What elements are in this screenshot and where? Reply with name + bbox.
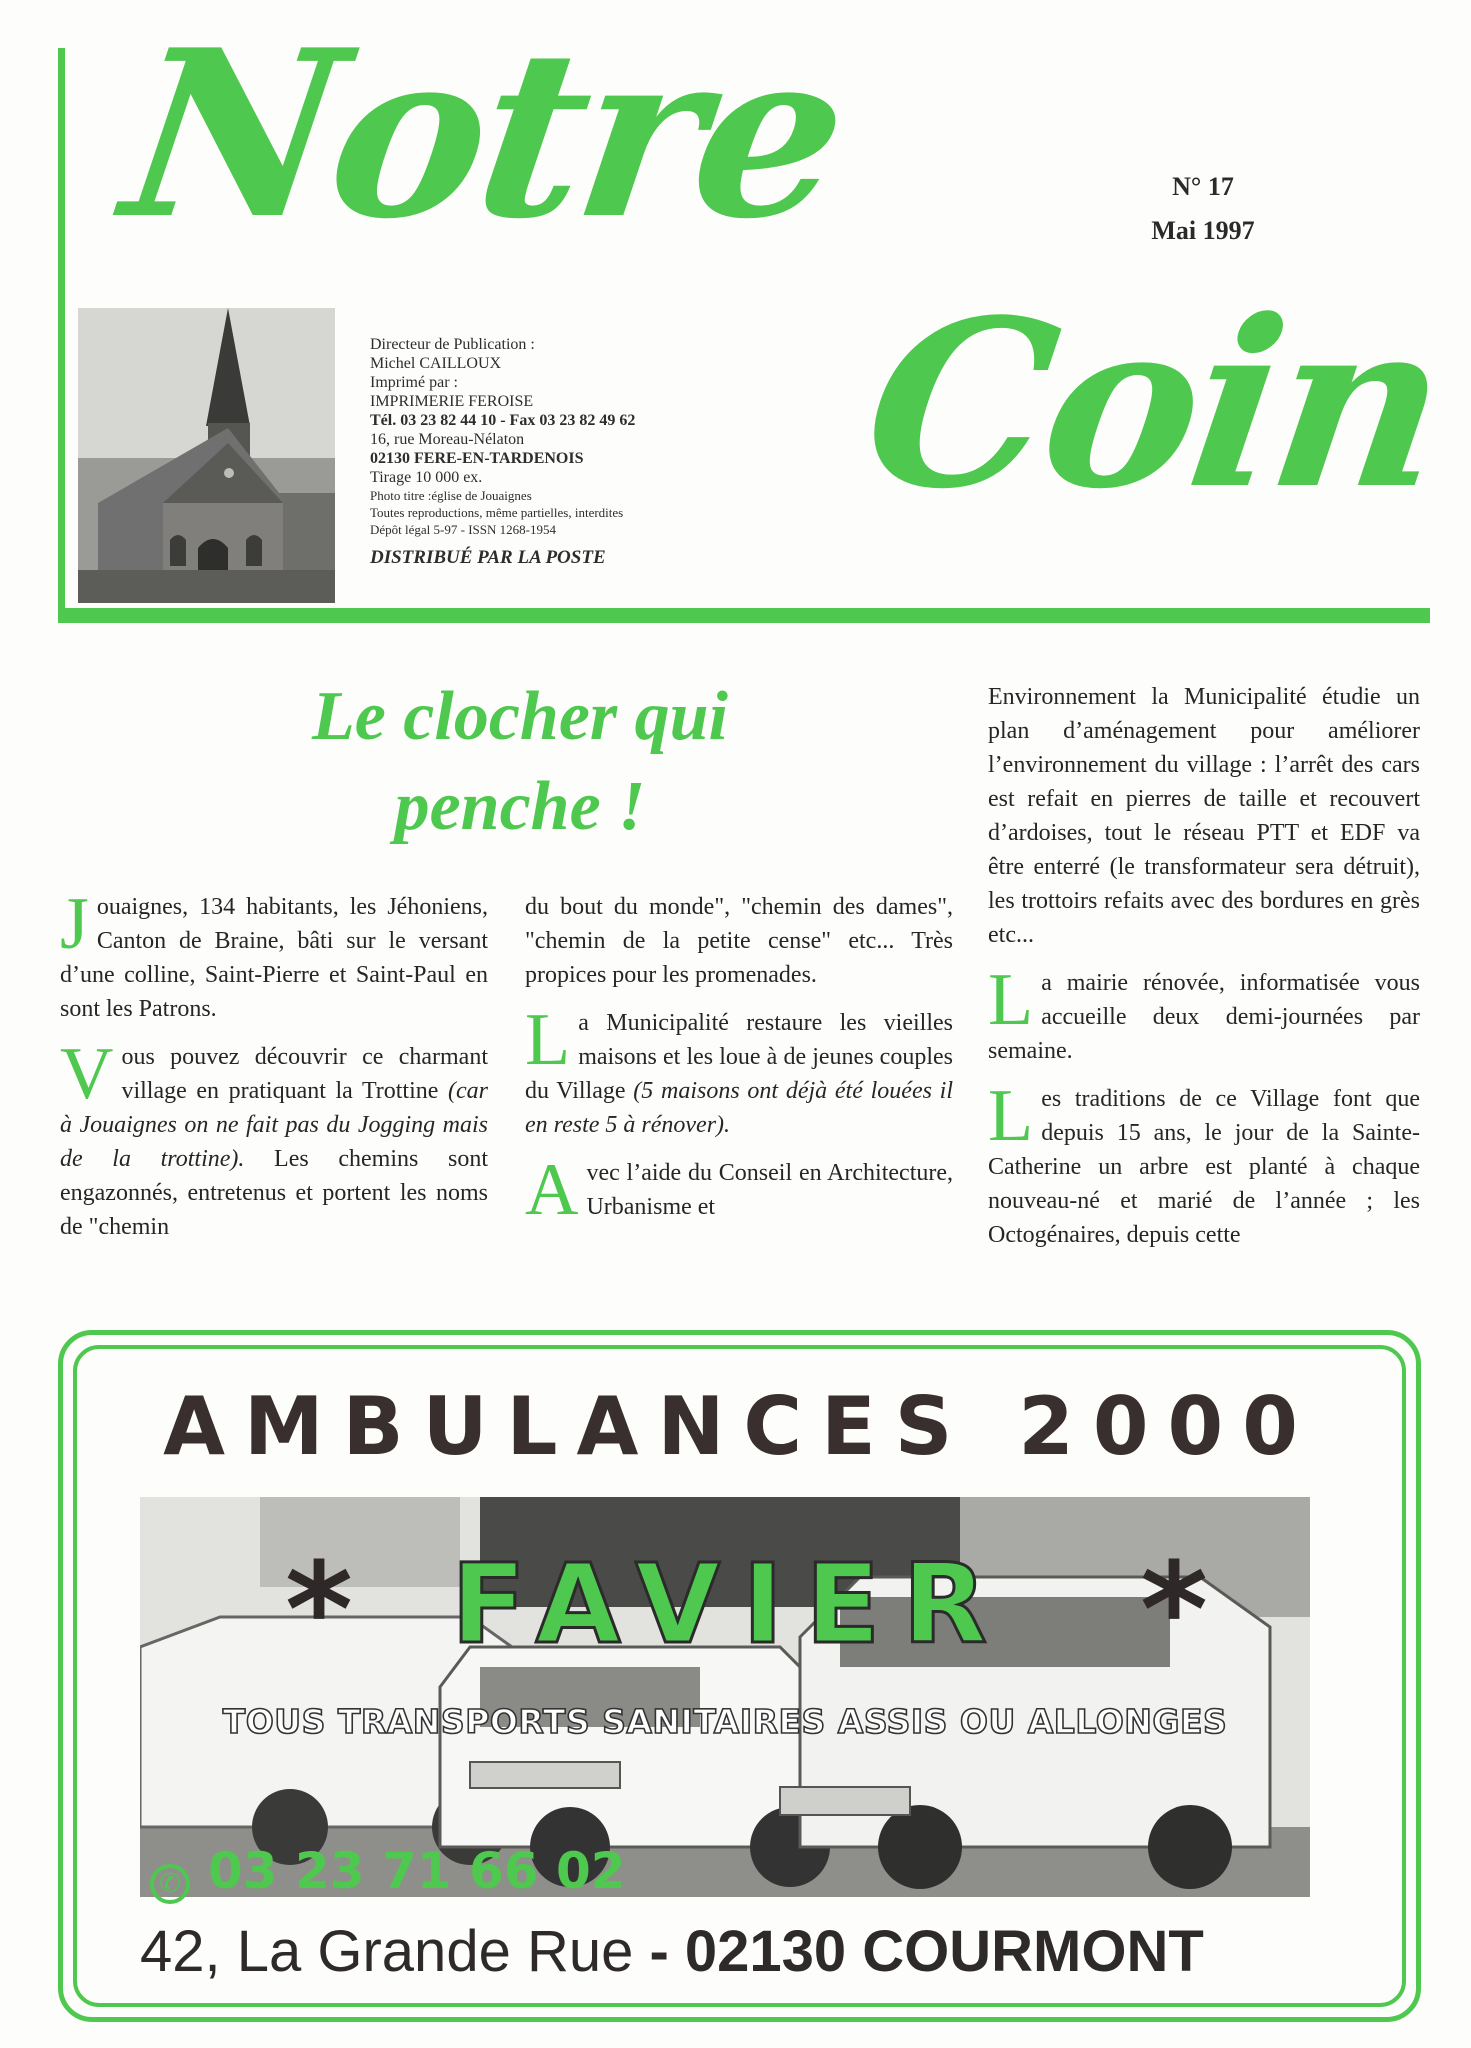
colophon-director-name: Michel CAILLOUX bbox=[370, 355, 502, 372]
paragraph-text: a mairie rénovée, informatisée vous accueille deux demi-journées par semaine. bbox=[988, 970, 1420, 1064]
star-left: * bbox=[285, 1534, 353, 1686]
advert-tagline: TOUS TRANSPORTS SANITAIRES ASSIS OU ALLONGES bbox=[222, 1702, 1228, 1741]
paragraph-italic: (car à Jouaignes on ne fait pas du Jogging mais de la trottine). bbox=[60, 1078, 488, 1172]
colophon-reproduction: Toutes reproductions, même partielles, interdites bbox=[370, 505, 624, 520]
article-column-1 bbox=[60, 883, 489, 1244]
star-right: * bbox=[1140, 1534, 1208, 1686]
article-paragraph bbox=[60, 883, 488, 1026]
advert-brand-favier: FAVIER bbox=[450, 1540, 1010, 1668]
address-street: 42, La Grande Rue bbox=[140, 1919, 634, 1984]
colophon-print-run: Tirage 10 000 ex. bbox=[370, 469, 483, 486]
telephone-icon: ✆ bbox=[150, 1864, 190, 1904]
paragraph-text: ouaignes, 134 habitants, les Jéhoniens, Canton de Braine, bâti sur le versant d’une colline, Saint-Pierre et Saint-Paul en sont les Patrons. bbox=[60, 894, 488, 1022]
masthead-border-horizontal bbox=[58, 608, 1430, 623]
phone-number: 03 23 71 66 02 bbox=[208, 1842, 626, 1900]
colophon-street: 16, rue Moreau-Nélaton bbox=[370, 431, 525, 448]
paragraph-text: Les chemins sont engazonnés, entretenus et portent les noms de "chemin bbox=[60, 1146, 489, 1240]
drop-cap: L bbox=[988, 1075, 1034, 1157]
article-paragraph bbox=[988, 959, 1420, 1068]
masthead-title-notre: Notre bbox=[111, 0, 857, 270]
paragraph-text: a Municipalité restaure les vieilles maisons et les loue à de jeunes couples du Village bbox=[525, 1010, 953, 1104]
advert-phone bbox=[150, 1842, 626, 1904]
colophon-distribution: DISTRIBUÉ PAR LA POSTE bbox=[370, 547, 606, 568]
paragraph-italic: (5 maisons ont déjà été louées il en reste 5 à rénover). bbox=[525, 1078, 954, 1138]
headline-line2: penche ! bbox=[394, 768, 646, 845]
drop-cap: L bbox=[988, 959, 1034, 1041]
paragraph-text: es traditions de ce Village font que depuis 15 ans, le jour de la Sainte-Catherine un arbre est planté à chaque nouveau-né et marié de l’année ; les Octogénaires, depuis cette bbox=[988, 1086, 1420, 1248]
article-paragraph bbox=[60, 1033, 489, 1244]
article-paragraph bbox=[525, 890, 953, 992]
paragraph-text: vec l’aide du Conseil en Architecture, Urbanisme et bbox=[586, 1160, 953, 1220]
drop-cap: J bbox=[60, 883, 89, 965]
drop-cap: A bbox=[525, 1149, 579, 1231]
paragraph-text: du bout du monde", "chemin des dames", "chemin de la petite cense" etc... Très propices pour les promenades. bbox=[525, 894, 953, 988]
article-paragraph bbox=[988, 1075, 1420, 1252]
article-column-3 bbox=[988, 680, 1420, 1252]
address-dash: - bbox=[633, 1919, 685, 1984]
issue-info bbox=[1128, 165, 1278, 253]
colophon bbox=[370, 335, 670, 567]
colophon-director-label: Directeur de Publication : bbox=[370, 336, 535, 353]
advert-title: AMBULANCES 2000 bbox=[163, 1380, 1317, 1473]
drop-cap: V bbox=[60, 1033, 114, 1115]
paragraph-text: ous pouvez découvrir ce charmant village en pratiquant la Trottine bbox=[121, 1044, 488, 1104]
paragraph-text: Environnement la Municipalité étudie un plan d’aménagement pour améliorer l’environnement du village : l’arrêt des cars est refait en pierres de taille et recouvert d’ardoises, tout le réseau PTT et EDF va être enterré (le transformateur sera détruit), les trottoirs refaits avec des bordures en grès etc... bbox=[988, 684, 1420, 948]
colophon-legal: Dépôt légal 5-97 - ISSN 1268-1954 bbox=[370, 522, 556, 537]
drop-cap: L bbox=[525, 999, 571, 1081]
issue-date: Mai 1997 bbox=[1151, 216, 1255, 245]
headline-line1: Le clocher qui bbox=[311, 678, 729, 755]
advert-address bbox=[140, 1918, 1340, 1985]
colophon-photo-credit: Photo titre :église de Jouaignes bbox=[370, 488, 532, 503]
article-column-2 bbox=[525, 890, 954, 1231]
church-photo bbox=[78, 308, 335, 603]
article-paragraph bbox=[525, 999, 954, 1142]
article-paragraph bbox=[525, 1149, 953, 1231]
colophon-city: 02130 FERE-EN-TARDENOIS bbox=[370, 450, 584, 467]
address-city: 02130 COURMONT bbox=[684, 1919, 1204, 1984]
article-headline bbox=[220, 672, 820, 852]
colophon-phone-fax: Tél. 03 23 82 44 10 - Fax 03 23 82 49 62 bbox=[370, 412, 636, 429]
issue-number: N° 17 bbox=[1172, 172, 1234, 201]
colophon-printer-name: IMPRIMERIE FEROISE bbox=[370, 393, 534, 410]
masthead-title-coin: Coin bbox=[851, 270, 1457, 540]
article-paragraph bbox=[988, 680, 1420, 952]
colophon-printer-label: Imprimé par : bbox=[370, 374, 458, 391]
masthead-border-vertical bbox=[58, 48, 65, 623]
